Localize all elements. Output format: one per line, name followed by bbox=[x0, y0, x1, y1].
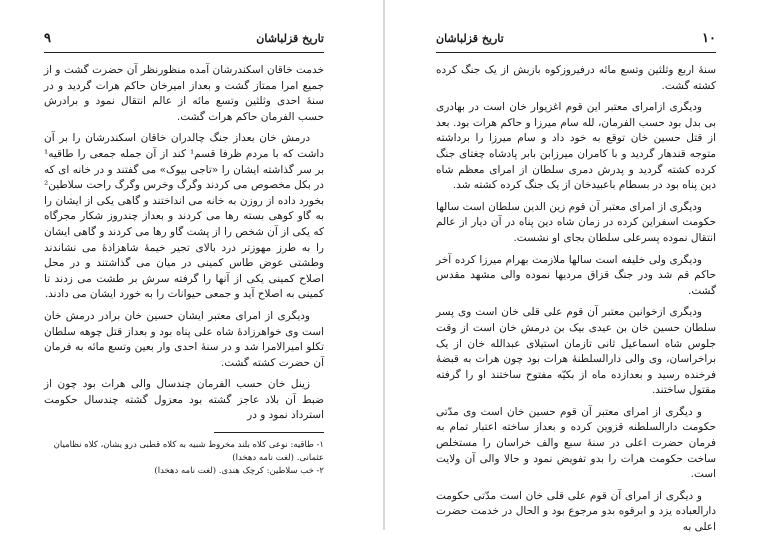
left-running-head bbox=[44, 30, 324, 48]
right-paragraph-4: ودیگری ولی خلیفه است سالها ملازمت بهرام میرزا کرده آخر حاکم قم شد ودر جنگ قزاق مردیها نموده والی مشهد مقدس گشت. bbox=[436, 253, 716, 297]
right-paragraph-3: ودیگری از امرای معتبر آن قوم زین الدین سلطان است سالها حکومت اسفراین کرده در زمان شاه دین پناه در آن دیار از عالم انتقال نموده پسرعلی سلطان بجای او نشست. bbox=[436, 200, 716, 244]
footnotes bbox=[44, 439, 324, 478]
right-running-head bbox=[436, 30, 716, 48]
book-gutter bbox=[383, 0, 385, 530]
left-paragraph-3: ودیگری از امرای معتبر ایشان حسین خان برادر درمش خان است وی خواهرزادهٔ شاه علی پناه بود و بعداز قتل چوهه سلطان تکلو امیرالامرا شد و در سنهٔ احدی وار بعین وتسع مائه به فرمان آن حضرت کشته گشت. bbox=[44, 309, 324, 369]
left-paragraph-4: زینل خان حسب الفرمان چندسال والی هرات بود چون از ضبط آن بلاد عاجز گشته بود معزول گشته چندسال حکومت استرداد نمود و در bbox=[44, 378, 324, 422]
left-paragraph-1: خدمت خاقان اسکندرشان آمده منظورنظر آن حضرت گشت و از جمیع امرا ممتاز گشت و بعداز امیرخان حاکم هرات گردید و در سنهٔ احدی وثلثین وتسع مائه از عالم انتقال نمود و برادرش حسب الفرمان حاکم هرات گشت. bbox=[44, 64, 324, 123]
footnote-rule bbox=[214, 432, 324, 433]
right-paragraph-2: ودیگری ازامرای معتبر این قوم اغزیوار خان است در بهادری بی بدل بود حسب الفرمان، لله سام میرزا و حاکم هرات بود. بعد از قتل حسین خان توقع به خود داد و سام میرزا را برداشته متوجه قندهار گردید و با کامران میرزابن بابر پادشاه چغتای جنگ کرده کشته گردید و پدرش دمری سلطان از امرای معظم شاه دین پناه بود در بسطام باعبیدخان از یک جنگ کرده کشته شد. bbox=[436, 101, 716, 192]
left-page bbox=[44, 30, 324, 510]
left-body-text bbox=[44, 63, 324, 424]
footnote-2: ۲- خب سلاطین: کرچک هندی. (لغت نامه دهخدا) bbox=[154, 466, 324, 477]
right-running-head-title: تاریخ قزلباشان bbox=[436, 32, 504, 45]
right-page-number: ۱۰ bbox=[702, 31, 716, 46]
right-paragraph-5: ودیگری ازخوانین معتبر آن قوم علی قلی خان است وی پسر سلطان حسین خان بن عیدی بیک بن درمش خان است از وقت جلوس شاه اسماعیل ثانی تازمان استیلای عبدالله خان از یک براخراسان، وی والی دارالسلطنهٔ هرات بود چون هرات به قبضهٔ فرخنده رسید و بعدازده ماه از بکیّه مفتوح ساختند او را گرفته مقتول ساختند. bbox=[436, 306, 716, 397]
left-head-rule bbox=[44, 52, 324, 53]
right-paragraph-6: و دیگری از امرای معتبر آن قوم حسین خان است وی مدّتی حکومت دارالسلطنه قزوین کرده و بعداز ساخته اعتبار تمام به فرمان حضرت اعلی در سنهٔ سبع والف خراسان را مستخلص ساخت حکومت هرات را بدو تفویض نمود و حالا والی آن ولایت است. bbox=[436, 405, 716, 481]
left-paragraph-2: درمش خان بعداز جنگ چالدران خاقان اسکندرشان را بر آن داشت که با مردم ظرفا قسم¹ کند از آن جمله جمعی را طاقیه¹ بر سر گذاشته ایشان را «تاجی بیوک» می گفتند و در خانه ای که در بکل مخصوص می کردند وگرگ وخرس وگرگ راحت سلاطین² بخورد داده از روزن به خانه می انداختند و گاهی یکی از ایشان را به گاو کوهی بسته رها می کردند و بعداز چندروز شکار مجرگاه که یکی از آن شخص را از پشت گاو رها می کردند و گاهی ایشان را به طرز مهوزتر درد بالای تجیر خیمهٔ شاهزادهٔ می نشاندند وطشتی عوض طاس کمینی در میان می گذاشتند و در محل اصلاح کمینی یکی از آنها را گرفته سرش بر طشت می زدند تا کمینی به اصلاح آید و جمعی حیوانات را به خورد ایشان می دادند. bbox=[44, 132, 324, 301]
left-page-number: ۹ bbox=[44, 31, 51, 46]
left-running-head-title: تاریخ قزلباشان bbox=[256, 32, 324, 45]
right-head-rule bbox=[436, 52, 716, 53]
right-paragraph-7: و دیگری از امرای آن قوم علی قلی خان است مدّتی حکومت دارالعباده یزد و ابرقوه بدو مرجوع بود و الحال در خدمت حضرت اعلی به bbox=[436, 489, 716, 534]
right-page bbox=[436, 30, 716, 534]
right-body-text bbox=[436, 63, 716, 536]
footnote-1: ۱- طاقیه: نوعی کلاه بلند مخروط شبیه به کلاه قطبی درو یشان، کلاه نظامیان عثمانی. (لغت نامه دهخدا) bbox=[53, 440, 324, 464]
right-paragraph-1: سنهٔ اربع وثلثین وتسع مائه درفیروزکوه بازبش از یک جنگ کرده کشته گشت. bbox=[436, 64, 716, 92]
